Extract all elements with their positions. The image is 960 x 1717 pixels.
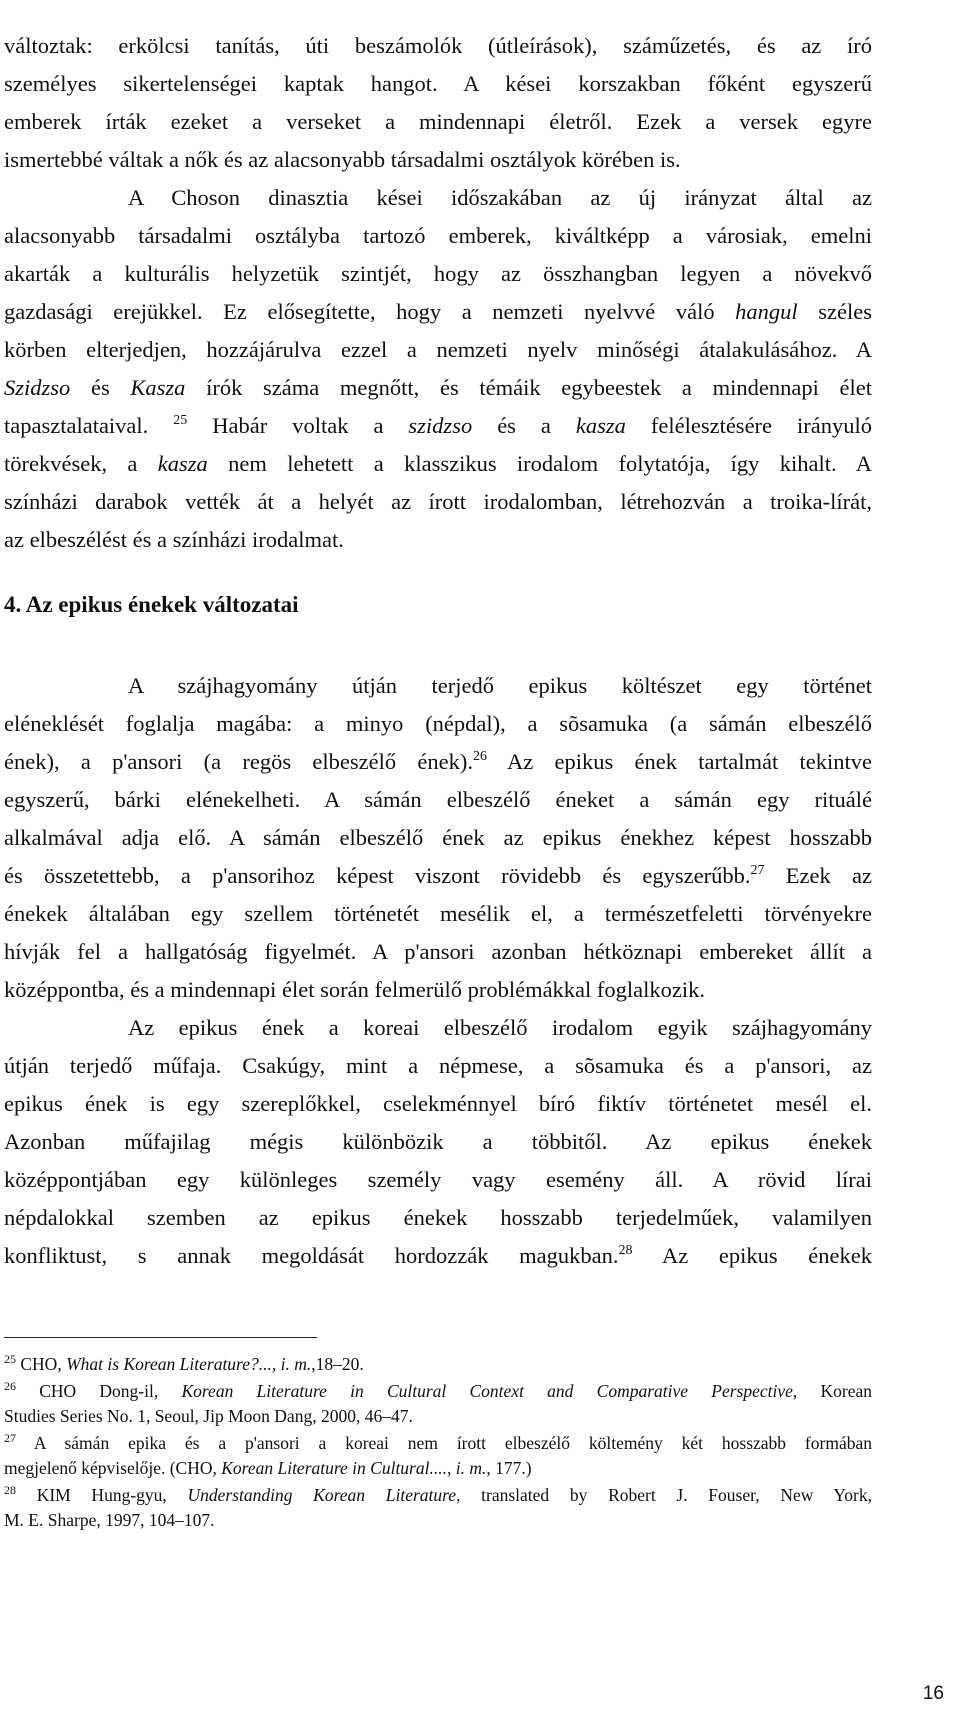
body-line: változtak: erkölcsi tanítás, úti beszámolók (útleírások), száműzetés, és az író bbox=[4, 33, 872, 58]
footnote-number: 25 bbox=[4, 1352, 16, 1366]
italic-term: kasza bbox=[575, 413, 626, 438]
body-line bbox=[4, 857, 872, 895]
body-line: A Choson dinasztia kései időszakában az új irányzat által az bbox=[128, 185, 872, 210]
body-line: alkalmával adja elő. A sámán elbeszélő ének az epikus énekhez képest hosszabb bbox=[4, 825, 872, 850]
body-line: egyszerű, bárki elénekelheti. A sámán elbeszélő éneket a sámán egy rituálé bbox=[4, 787, 872, 812]
body-line: énekek általában egy szellem történetét mesélik el, a természetfeletti törvényekre bbox=[4, 901, 872, 926]
body-line bbox=[4, 445, 872, 483]
footnote-ref[interactable]: 26 bbox=[473, 749, 487, 764]
footnote-28-cont: M. E. Sharpe, 1997, 104–107. bbox=[4, 1510, 215, 1530]
footnote-28 bbox=[4, 1483, 872, 1508]
footnote-26-cont: Studies Series No. 1, Seoul, Jip Moon Dang, 2000, 46–47. bbox=[4, 1406, 413, 1426]
footnote-text: ,18–20. bbox=[311, 1354, 364, 1374]
body-line: A szájhagyomány útján terjedő epikus költészet egy történet bbox=[128, 673, 872, 698]
italic-term: Kasza bbox=[130, 375, 186, 400]
footnote-number: 26 bbox=[4, 1379, 16, 1393]
footnote-text: , translated by Robert J. Fouser, New York, bbox=[456, 1485, 872, 1505]
body-text: Az epikus ének tartalmát tekintve bbox=[487, 749, 872, 774]
footnote-ref[interactable]: 27 bbox=[750, 863, 765, 878]
footnote-number: 27 bbox=[4, 1431, 16, 1445]
body-line: alacsonyabb társadalmi osztályba tartozó emberek, kiváltképp a városiak, emelni bbox=[4, 223, 872, 248]
footnote-text: CHO Dong-il, bbox=[16, 1381, 182, 1401]
footnote-27 bbox=[4, 1431, 872, 1456]
footnote-title: Korean Literature in Cultural...., i. m. bbox=[221, 1458, 487, 1478]
footnote-26 bbox=[4, 1379, 872, 1404]
body-line: színházi darabok vették át a helyét az írott irodalomban, létrehozván a troika-lírát, bbox=[4, 489, 872, 514]
italic-term: hangul bbox=[735, 299, 798, 324]
body-line: akarták a kulturális helyzetük szintjét, hogy az összhangban legyen a növekvő bbox=[4, 261, 872, 286]
footnote-text: A sámán epika és a p'ansori a koreai nem írott elbeszélő költemény két hosszabb formában bbox=[16, 1433, 872, 1453]
body-line: Az epikus ének a koreai elbeszélő irodalom egyik szájhagyomány bbox=[128, 1015, 872, 1040]
body-text: és összetettebb, a p'ansorihoz képest viszont rövidebb és egyszerűbb. bbox=[4, 863, 751, 888]
body-line: epikus ének is egy szereplőkkel, cselekménnyel bíró fiktív történetet mesél el. bbox=[4, 1091, 872, 1116]
italic-term: kasza bbox=[157, 451, 208, 476]
body-line: hívják fel a hallgatóság figyelmét. A p'ansori azonban hétköznapi embereket állít a bbox=[4, 939, 872, 964]
body-line: Azonban műfajilag mégis különbözik a többitől. Az epikus énekek bbox=[4, 1129, 872, 1154]
body-text: Habár voltak a bbox=[187, 413, 409, 438]
body-line: az elbeszélést és a színházi irodalmat. bbox=[4, 527, 344, 552]
footnote-text: CHO, bbox=[16, 1354, 67, 1374]
body-line: körben elterjedjen, hozzájárulva ezzel a nemzeti nyelv minőségi átalakulásához. A bbox=[4, 337, 872, 362]
body-text: széles bbox=[797, 299, 872, 324]
footnote-title: Understanding Korean Literature bbox=[187, 1485, 457, 1505]
body-text: ének), a p'ansori (a regös elbeszélő ének). bbox=[4, 749, 473, 774]
body-text: törekvések, a bbox=[4, 451, 158, 476]
body-text: és bbox=[70, 375, 131, 400]
footnote-text: megjelenő képviselője. (CHO, bbox=[4, 1458, 222, 1478]
body-line bbox=[4, 743, 872, 781]
section-heading: 4. Az epikus énekek változatai bbox=[4, 592, 299, 617]
body-text: tapasztalataival. bbox=[4, 413, 174, 438]
footnote-ref[interactable]: 28 bbox=[618, 1243, 633, 1258]
footnote-title: Korean Literature in Cultural Context and Comparative Perspective bbox=[181, 1381, 793, 1401]
body-line: eléneklését foglalja magába: a minyo (népdal), a sõsamuka (a sámán elbeszélő bbox=[4, 711, 872, 736]
body-line: ismertebbé váltak a nők és az alacsonyabb társadalmi osztályok körében is. bbox=[4, 147, 681, 172]
footnote-ref[interactable]: 25 bbox=[173, 413, 188, 428]
footnote-text: , 177.) bbox=[486, 1458, 532, 1478]
body-text: felélesztésére irányuló bbox=[625, 413, 872, 438]
page-number: 16 bbox=[922, 1683, 944, 1704]
body-line: középpontjában egy különleges személy vagy esemény áll. A rövid lírai bbox=[4, 1167, 872, 1192]
body-line bbox=[4, 369, 872, 407]
body-text: írók száma megnőtt, és témáik egybeestek a mindennapi élet bbox=[185, 375, 872, 400]
body-text: gazdasági erejükkel. Ez elősegítette, hogy a nemzeti nyelvvé váló bbox=[4, 299, 736, 324]
footnote-text: KIM Hung-gyu, bbox=[16, 1485, 188, 1505]
body-text: konfliktust, s annak megoldását hordozzák magukban. bbox=[4, 1243, 619, 1268]
body-line: személyes sikertelenségei kaptak hangot. A kései korszakban főként egyszerű bbox=[4, 71, 872, 96]
italic-term: szidzso bbox=[408, 413, 473, 438]
body-line: népdalokkal szemben az epikus énekek hosszabb terjedelműek, valamilyen bbox=[4, 1205, 872, 1230]
body-line bbox=[4, 293, 872, 331]
body-text: nem lehetett a klasszikus irodalom folytatója, így kihalt. A bbox=[207, 451, 872, 476]
body-line: középpontba, és a mindennapi élet során felmerülő problémákkal foglalkozik. bbox=[4, 977, 706, 1002]
body-line bbox=[4, 1237, 872, 1275]
footnote-title: What is Korean Literature?..., i. m. bbox=[66, 1354, 312, 1374]
body-line: emberek írták ezeket a verseket a mindennapi életről. Ezek a versek egyre bbox=[4, 109, 872, 134]
footnote-27-cont bbox=[4, 1456, 872, 1481]
footnote-number: 28 bbox=[4, 1483, 16, 1497]
body-text: Az epikus énekek bbox=[632, 1243, 872, 1268]
italic-term: Szidzso bbox=[4, 375, 71, 400]
body-line: útján terjedő műfaja. Csakúgy, mint a népmese, a sõsamuka és a p'ansori, az bbox=[4, 1053, 872, 1078]
body-text: és a bbox=[472, 413, 576, 438]
footnote-text: , Korean bbox=[792, 1381, 872, 1401]
body-line bbox=[4, 407, 872, 445]
body-text: Ezek az bbox=[764, 863, 872, 888]
footnote-separator bbox=[4, 1337, 317, 1338]
footnote-25 bbox=[4, 1352, 872, 1377]
